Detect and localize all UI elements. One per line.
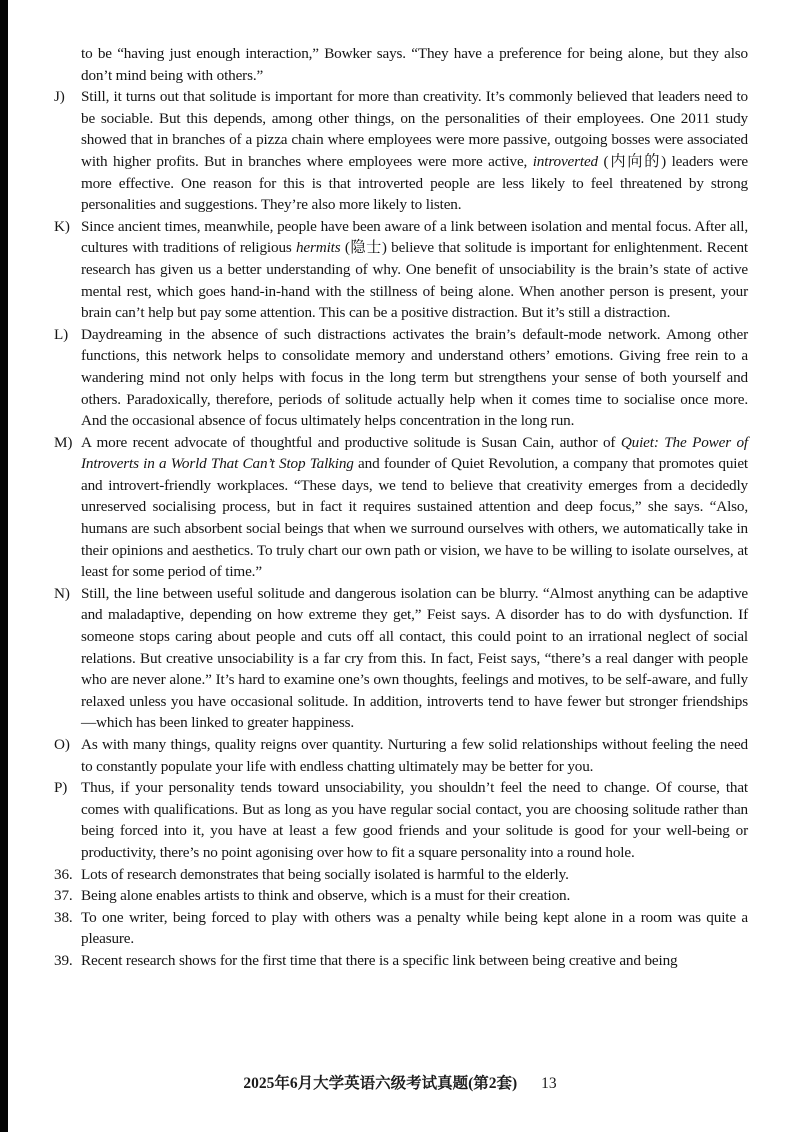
paragraph-continuation — [54, 43, 748, 86]
question-number: 38. — [54, 908, 73, 926]
paragraph-l — [54, 324, 748, 432]
paragraph-o — [54, 734, 748, 777]
text-run: As with many things, quality reigns over quantity. Nurturing a few solid relationships without feeling the need to constantly populate your life with endless chatting ultimately may be better for you. — [81, 736, 748, 775]
question-text: Lots of research demonstrates that being socially isolated is harmful to the elderly. — [81, 865, 569, 883]
italic-term: hermits — [295, 239, 341, 257]
question-number: 39. — [54, 951, 73, 969]
text-run: (隐士) believe that solitude is important for enlightenment. Recent research has given us a better understanding of why. One benefit of unsociability is the brain’s state of active mental rest, which goes hand-in-hand with the stillness of being alone. When another person is present, your brain can’t help but pay some attention. This can be a positive distraction. But it’s still a distraction. — [81, 239, 748, 322]
italic-term: introverted — [532, 152, 599, 170]
question-item — [54, 907, 748, 950]
scan-edge-strip — [0, 0, 8, 1132]
page-footer — [0, 1071, 800, 1093]
question-text: Recent research shows for the first time that there is a specific link between being creative and being — [81, 951, 678, 969]
paragraph-text — [81, 583, 748, 734]
text-run: Thus, if your personality tends toward unsociability, you shouldn’t feel the need to change. Of course, that comes with qualifications. But as long as you have regular social contact, you are choosing solitude rather than being forced into it, you have at least a few good friends and your solitude is good for your well-being or productivity, there’s no point agonising over how to fit a square personality into a round hole. — [81, 779, 748, 861]
italic-book-title: Quiet: The Power of Introverts in a World That Can’t Stop Talking — [81, 433, 748, 473]
text-run: Since ancient times, meanwhile, people have been aware of a link between isolation and mental focus. After all, cultures with traditions of religious — [81, 217, 748, 257]
question-list — [54, 864, 748, 972]
text-run: (内向的) leaders were more effective. One reason for this is that introverted people are less likely to feel threatened by strong personalities and suggestions. They’re also more likely to listen. — [81, 152, 748, 214]
question-number: 36. — [54, 865, 73, 883]
paragraph-label: P) — [54, 779, 68, 797]
paragraph-label: L) — [54, 325, 69, 343]
paragraph-text — [81, 432, 748, 583]
paragraph-n — [54, 583, 748, 734]
question-item — [54, 950, 748, 972]
paragraph-text — [81, 777, 748, 863]
question-item — [54, 864, 748, 886]
passage-paragraphs — [54, 86, 748, 863]
paragraph-k — [54, 216, 748, 324]
footer-title: 2025年6月大学英语六级考试真题(第2套) — [243, 1075, 518, 1092]
paragraph-m — [54, 432, 748, 583]
paragraph-label: K) — [54, 217, 70, 235]
paragraph-text — [81, 324, 748, 432]
text-run: A more recent advocate of thoughtful and productive solitude is Susan Cain, author of — [81, 433, 621, 451]
paragraph-text — [81, 216, 748, 324]
paragraph-label: M) — [54, 433, 73, 451]
text-run: Daydreaming in the absence of such distractions activates the brain’s default-mode network. Among other functions, this network helps to consolidate memory and understand others’ emotions. Giving free rein to a wandering mind not only helps with focus in the long term but strengthens your sense of both yourself and others. Paradoxically, therefore, periods of solitude actually help when it comes time to socialise once more. And the occasional absence of focus ultimately helps concentration in the long run. — [81, 325, 748, 430]
paragraph-p — [54, 777, 748, 863]
text-run: Still, it turns out that solitude is important for more than creativity. It’s commonly believed that leaders need to be sociable. But this depends, among other things, on the personalities of their employees. One 2011 study showed that in branches of a pizza chain where employees were more passive, outgoing bosses were associated with higher profits. But in branches where employees were more active, — [81, 88, 748, 170]
paragraph-text — [81, 86, 748, 216]
page-number: 13 — [541, 1075, 557, 1092]
paragraph-label: O) — [54, 736, 70, 753]
paragraph-label: J) — [54, 88, 65, 106]
text-run: Still, the line between useful solitude and dangerous isolation can be blurry. “Almost anything can be adaptive and maladaptive, depending on how extreme they get,” Feist says. A disorder has to do with dysfunction. If someone stops caring about people and cuts off all contact, this could point to an irrational neglect of social relations. But creative unsociability is a far cry from this. In fact, Feist says, “there’s a real danger with people who are never alone.” It’s hard to examine one’s own thoughts, feelings and motives, to be self-aware, and fully relaxed unless you have occasional solitude. In addition, introverts tend to have fewer but stronger friendships—which has been linked to greater happiness. — [81, 584, 748, 732]
document-page — [54, 43, 748, 972]
question-item — [54, 885, 748, 907]
paragraph-text: to be “having just enough interaction,” Bowker says. “They have a preference for being alone, but they also don’t mind being with others.” — [81, 45, 748, 84]
text-run: and founder of Quiet Revolution, a company that promotes quiet and introvert-friendly workplaces. “These days, we tend to believe that creativity emerges from a decidedly unreserved socialising process, but in fact it requires sustained attention and deep focus,” she says. “Also, humans are such absorbent social beings that when we surround ourselves with others, we automatically take in their opinions and aesthetics. To truly chart our own path or vision, we have to be willing to isolate ourselves, at least for some period of time.” — [81, 455, 748, 581]
question-number: 37. — [54, 887, 73, 905]
question-text: To one writer, being forced to play with others was a penalty while being kept alone in a room was quite a pleasure. — [81, 908, 748, 948]
paragraph-label: N) — [54, 584, 70, 602]
paragraph-j — [54, 86, 748, 216]
paragraph-text — [81, 734, 748, 777]
question-text: Being alone enables artists to think and observe, which is a must for their creation. — [81, 887, 571, 905]
